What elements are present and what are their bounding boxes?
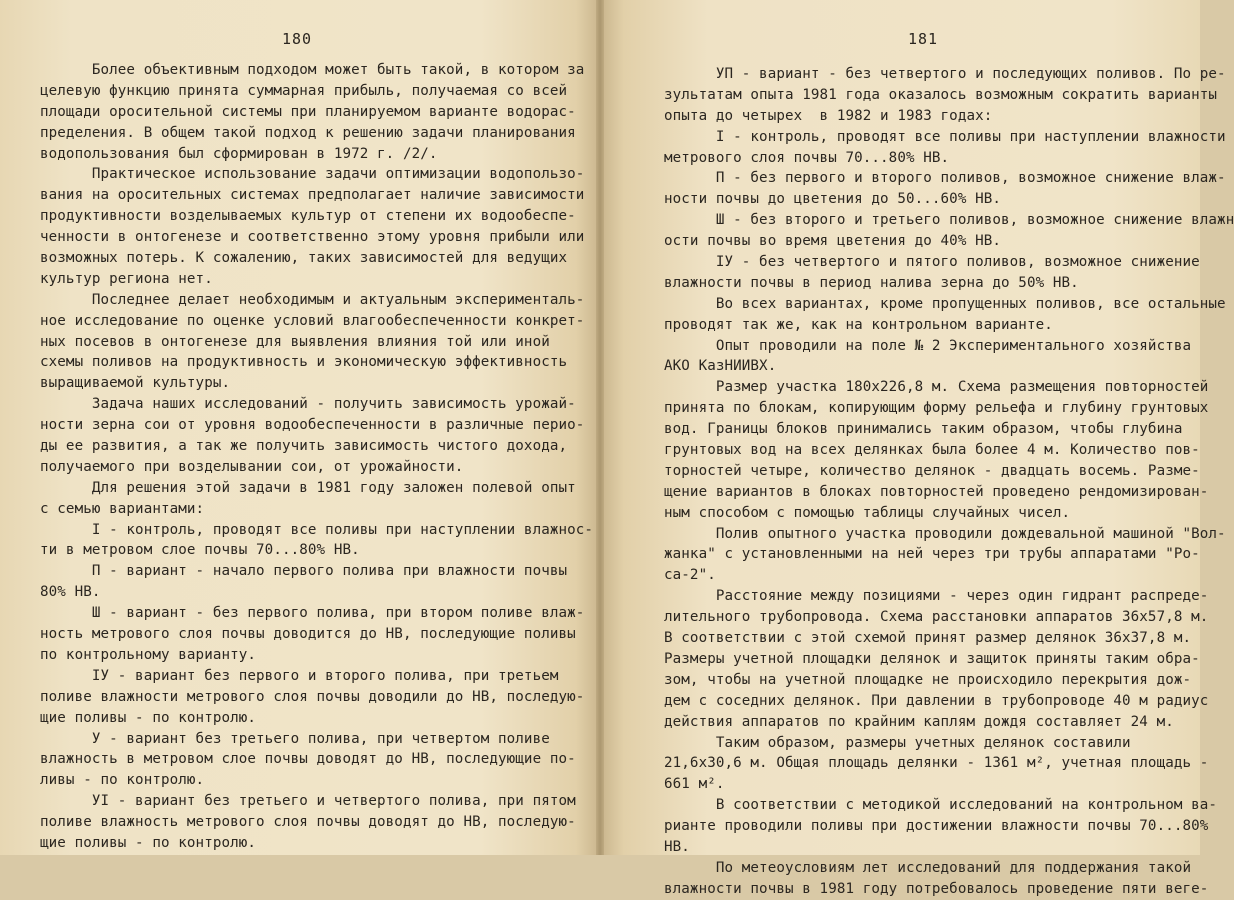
text-line: влажности почвы в 1981 году потребовалось проведение пяти веге-: [664, 880, 1209, 897]
text-line: ости почвы во время цветения до 40% НВ.: [664, 233, 1002, 250]
text-line: Полив опытного участка проводили дождевальной машиной "Вол-: [664, 525, 1226, 542]
text-line: опыта до четырех в 1982 и 1983 годах:: [664, 107, 993, 124]
text-line: щение вариантов в блоках повторностей проведено рендомизирован-: [664, 483, 1209, 500]
text-line: ное исследование по оценке условий влагообеспеченности конкрет-: [40, 312, 585, 329]
text-line: поливе влажность метрового слоя почвы доводят до НВ, последую-: [40, 814, 576, 831]
text-line: дем с соседних делянок. При давлении в трубопроводе 40 м радиус: [664, 692, 1209, 709]
text-line: ти в метровом слое почвы 70...80% НВ.: [40, 542, 360, 559]
left-page-text: [40, 60, 593, 854]
text-line: зом, чтобы на учетной площадке не происходило перекрытия дож-: [664, 671, 1192, 688]
text-line: Размер участка 180х226,8 м. Схема размещения повторностей: [664, 379, 1209, 396]
text-line: ность метрового слоя почвы доводится до НВ, последующие поливы: [40, 626, 576, 643]
right-page: [600, 0, 1234, 897]
text-line: ченности в онтогенезе и соответственно этому уровня прибыли или: [40, 229, 585, 246]
text-line: ным способом с помощью таблицы случайных чисел.: [664, 504, 1071, 521]
text-line: Более объективным подходом может быть такой, в котором за: [40, 62, 585, 78]
text-line: АКО КазНИИВХ.: [664, 358, 777, 375]
text-line: В соответствии с методикой исследований на контрольном ва-: [664, 797, 1218, 814]
text-line: целевую функцию принята суммарная прибыль, получаемая со всей: [40, 82, 568, 99]
text-line: вания на оросительных системах предполагает наличие зависимости: [40, 187, 585, 204]
text-line: метрового слоя почвы 70...80% НВ.: [664, 149, 950, 166]
text-line: выращиваемой культуры.: [40, 375, 231, 392]
text-line: 21,6х30,6 м. Общая площадь делянки - 1361 м², учетная площадь -: [664, 755, 1209, 772]
text-line: зультатам опыта 1981 года оказалось возможным сократить варианты: [664, 86, 1218, 103]
text-line: торностей четыре, количество делянок - двадцать восемь. Разме-: [664, 462, 1200, 479]
text-line: влажности почвы в период налива зерна до 50% НВ.: [664, 274, 1079, 291]
text-line: по контрольному варианту.: [40, 646, 257, 663]
text-line: пределения. В общем такой подход к решению задачи планирования: [40, 124, 576, 141]
text-line: Ш - без второго и третьего поливов, возможное снижение влажн: [664, 212, 1234, 229]
text-line: Задача наших исследований - получить зависимость урожай-: [40, 396, 576, 413]
text-line: Таким образом, размеры учетных делянок составили: [664, 734, 1131, 751]
text-line: П - без первого и второго поливов, возможное снижение влаж-: [664, 170, 1226, 187]
text-line: лительного трубопровода. Схема расстановки аппаратов 36х57,8 м.: [664, 609, 1209, 626]
text-line: ности почвы до цветения до 50...60% НВ.: [664, 191, 1002, 208]
text-line: В соответствии с этой схемой принят размер делянок 36х37,8 м.: [664, 630, 1192, 647]
text-line: возможных потерь. К сожалению, таких зависимостей для ведущих: [40, 250, 568, 267]
text-line: 661 м².: [664, 776, 725, 793]
text-line: водопользования был сформирован в 1972 г. /2/.: [40, 145, 438, 162]
text-line: IУ - вариант без первого и второго полива, при третьем: [40, 667, 559, 684]
text-line: По метеоусловиям лет исследований для поддержания такой: [664, 859, 1192, 876]
text-line: УI - вариант без третьего и четвертого полива, при пятом: [40, 793, 576, 810]
text-line: УП - вариант - без четвертого и последующих поливов. По ре-: [664, 66, 1226, 82]
book-gutter: [596, 0, 604, 855]
text-line: Во всех вариантах, кроме пропущенных поливов, все остальные: [664, 295, 1226, 312]
text-line: I - контроль, проводят все поливы при наступлении влажности: [664, 128, 1226, 145]
text-line: щие поливы - по контролю.: [40, 709, 257, 726]
text-line: Расстояние между позициями - через один гидрант распреде-: [664, 588, 1209, 605]
left-page: [0, 0, 600, 855]
text-line: Опыт проводили на поле № 2 Экспериментального хозяйства: [664, 337, 1192, 354]
text-line: IУ - без четвертого и пятого поливов, возможное снижение: [664, 254, 1200, 271]
text-line: 80% НВ.: [40, 584, 101, 601]
text-line: Для решения этой задачи в 1981 году заложен полевой опыт: [40, 479, 576, 496]
text-line: жанка" с установленными на ней через три трубы аппаратами "Ро-: [664, 546, 1200, 563]
text-line: влажность в метровом слое почвы доводят до НВ, последующие по-: [40, 751, 576, 768]
text-line: ности зерна сои от уровня водообеспеченности в различные перио-: [40, 417, 585, 434]
text-line: П - вариант - начало первого полива при влажности почвы: [40, 563, 568, 580]
text-line: продуктивности возделываемых культур от степени их водообеспе-: [40, 208, 576, 225]
text-line: с семью вариантами:: [40, 500, 205, 517]
right-page-text: [664, 64, 1234, 900]
text-line: I - контроль, проводят все поливы при наступлении влажнос-: [40, 521, 594, 538]
text-line: са-2".: [664, 567, 716, 584]
text-line: щие поливы - по контролю.: [40, 834, 257, 851]
text-line: принята по блокам, копирующим форму рельефа и глубину грунтовых: [664, 400, 1209, 417]
text-line: Последнее делает необходимым и актуальным эксперименталь-: [40, 291, 585, 308]
text-line: Ш - вариант - без первого полива, при втором поливе влаж-: [40, 605, 585, 622]
text-line: рианте проводили поливы при достижении влажности почвы 70...80%: [664, 818, 1209, 835]
text-line: получаемого при возделывании сои, от урожайности.: [40, 458, 464, 475]
page-number-left: 180: [282, 30, 313, 48]
text-line: вод. Границы блоков принимались таким образом, чтобы глубина: [664, 421, 1183, 438]
text-line: схемы поливов на продуктивность и экономическую эффективность: [40, 354, 568, 371]
text-line: НВ.: [664, 838, 690, 855]
text-line: площади оросительной системы при планируемом варианте водорас-: [40, 103, 576, 120]
text-line: У - вариант без третьего полива, при четвертом поливе: [40, 730, 550, 747]
text-line: ливы - по контролю.: [40, 772, 205, 789]
text-line: культур региона нет.: [40, 270, 213, 287]
text-line: поливе влажности метрового слоя почвы доводили до НВ, последую-: [40, 688, 585, 705]
text-line: ных посевов в онтогенезе для выявления влияния той или иной: [40, 333, 550, 350]
text-line: Размеры учетной площадки делянок и защиток приняты таким обра-: [664, 650, 1200, 667]
text-line: ды ее развития, а так же получить зависимость чистого дохода,: [40, 438, 568, 455]
page-number-right: 181: [908, 30, 939, 48]
text-line: Практическое использование задачи оптимизации водопользо-: [40, 166, 585, 183]
text-line: грунтовых вод на всех делянках была более 4 м. Количество пов-: [664, 442, 1200, 459]
text-line: проводят так же, как на контрольном варианте.: [664, 316, 1053, 333]
text-line: действия аппаратов по крайним каплям дождя составляет 24 м.: [664, 713, 1174, 730]
